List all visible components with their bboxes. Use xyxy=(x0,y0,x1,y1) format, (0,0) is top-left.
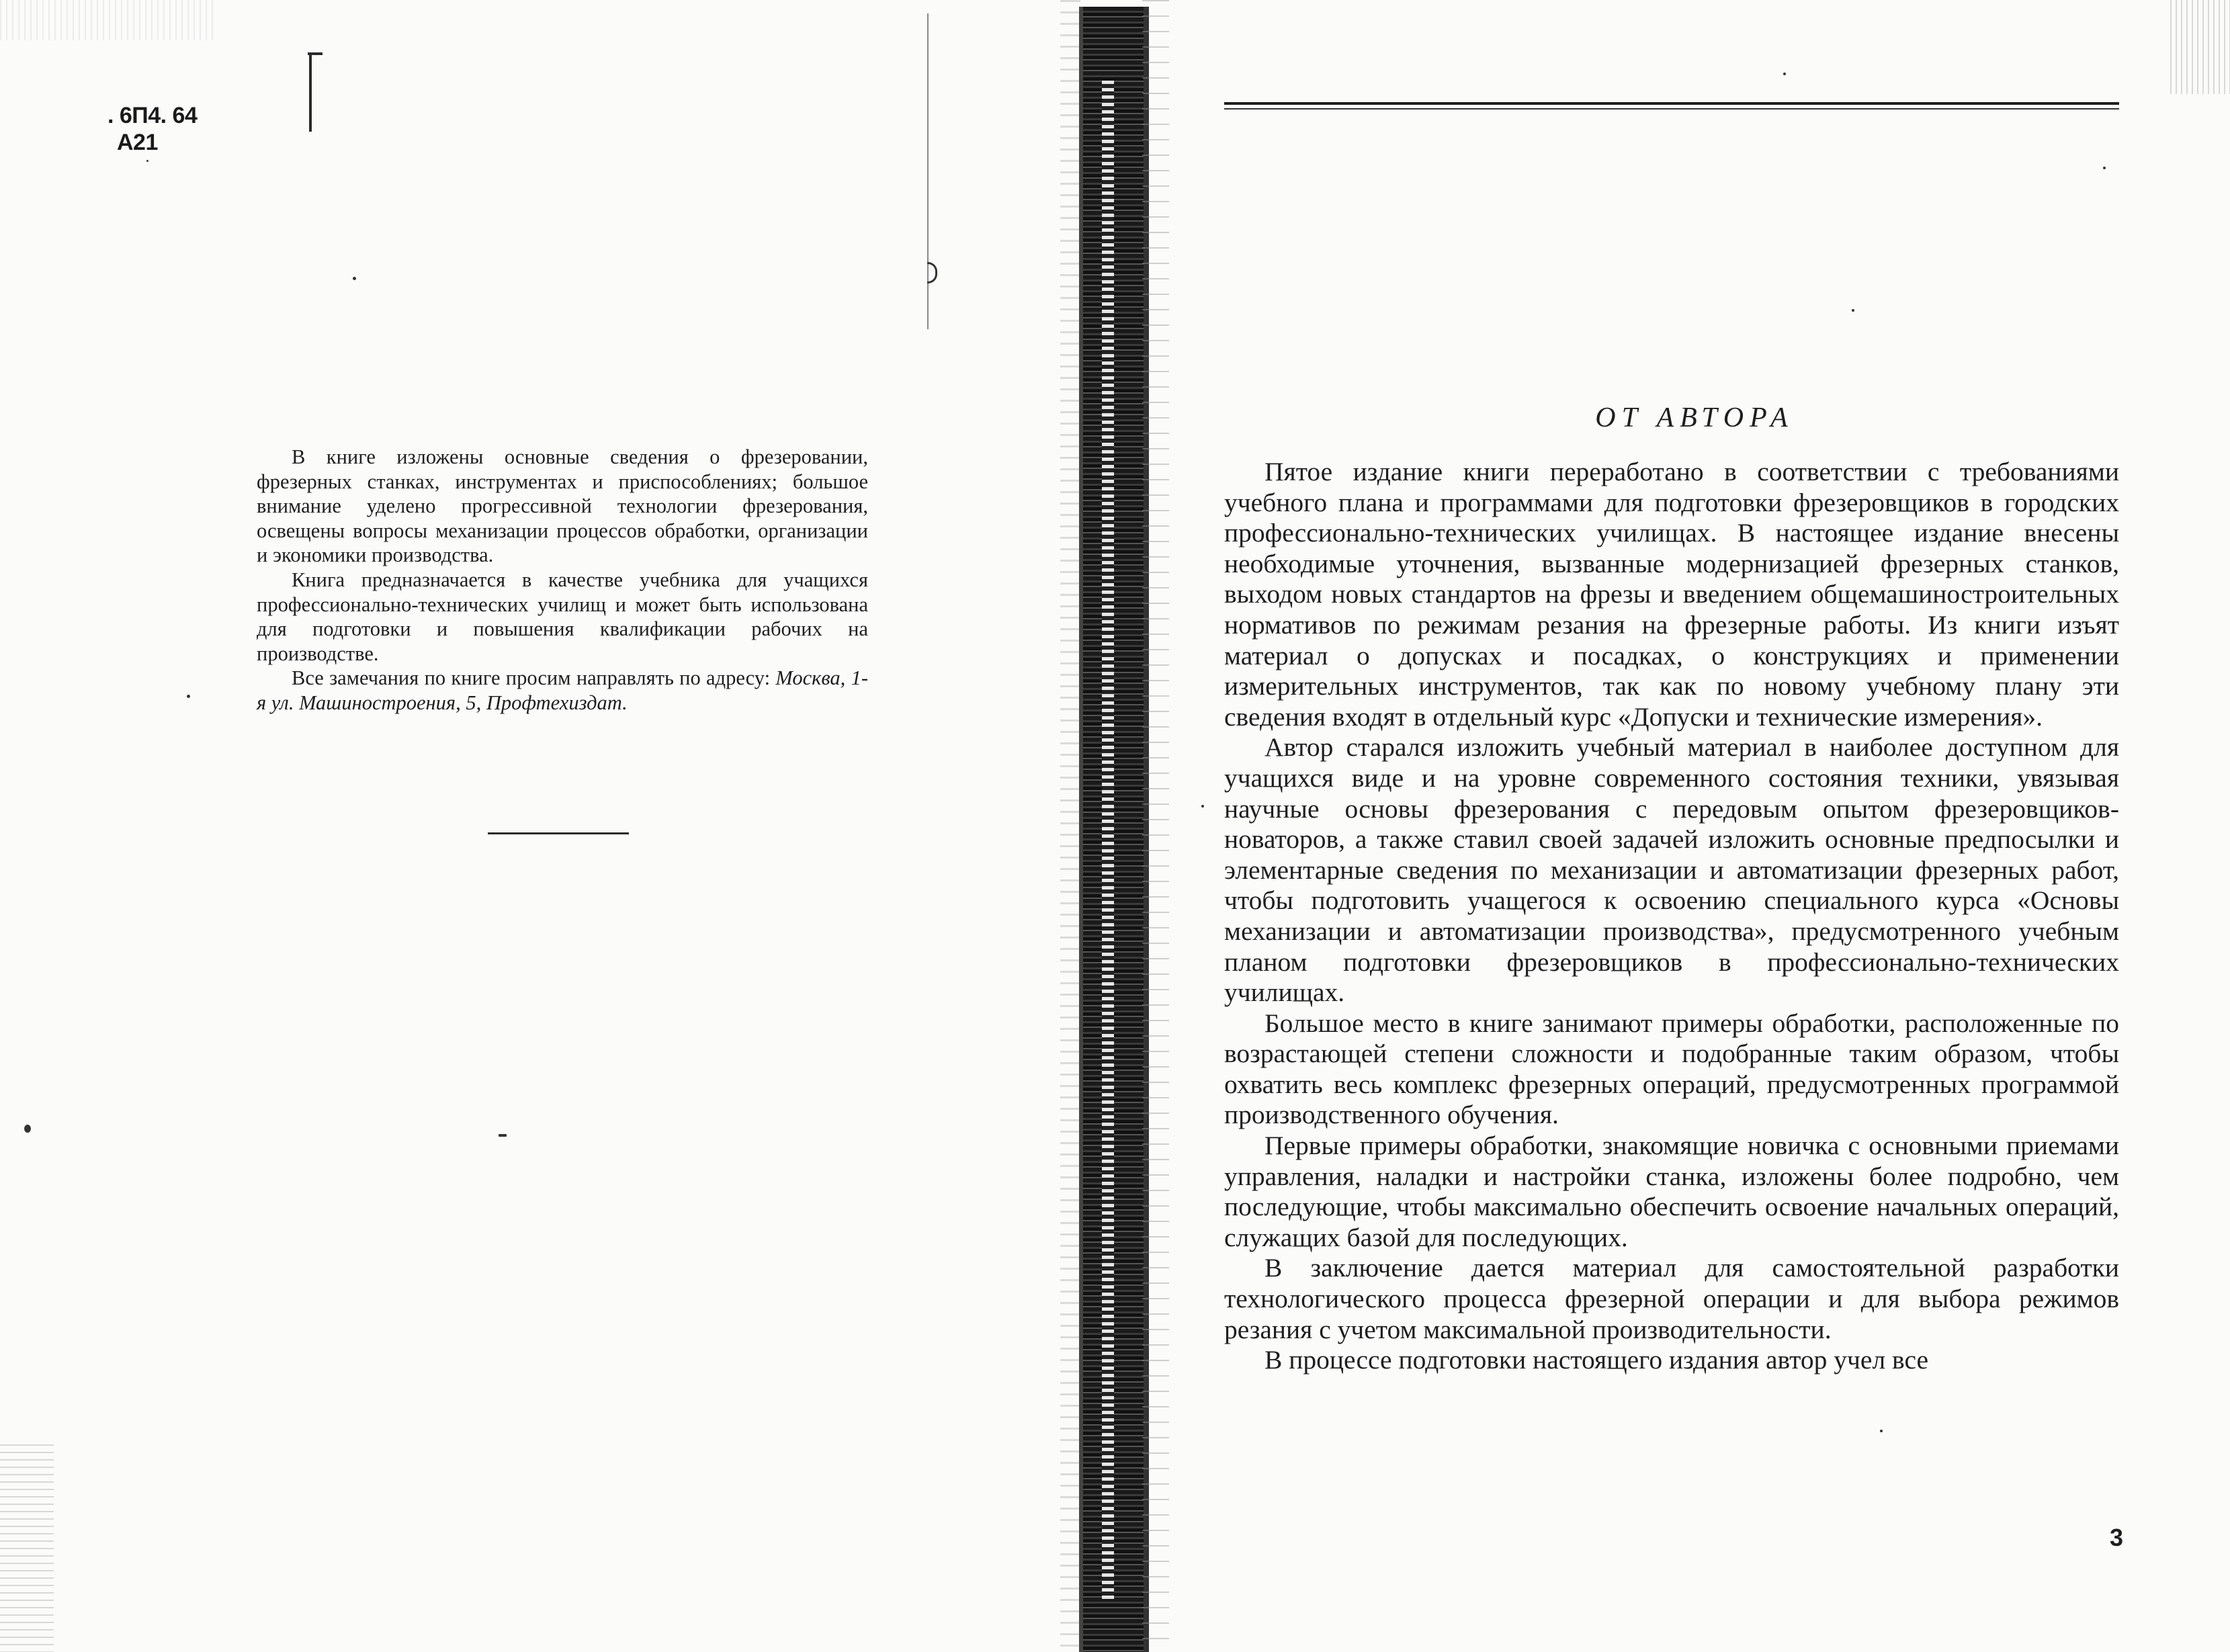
annotation-paragraph xyxy=(257,666,868,715)
chapter-title: ОТ АВТОРА xyxy=(1595,402,1794,433)
corner-bracket-mark xyxy=(308,52,328,134)
scan-speck xyxy=(1880,1430,1883,1432)
author-mark: А21 xyxy=(117,130,158,155)
scan-speck xyxy=(353,277,356,280)
preface-paragraph: Большое место в книге занимают примеры обработки, расположенные по возрастающей степени сложности и подобранные таким образом, чтобы охватить весь комплекс фрезерных операций, предусмотренных программой производственного обучения. xyxy=(1224,1008,2119,1130)
annotation-request: Все замечания по книге просим направлять по адресу: xyxy=(292,666,776,690)
book-annotation xyxy=(257,445,868,715)
preface-body xyxy=(1224,457,2119,1376)
preface-paragraph: Автор старался изложить учебный материал в наиболее доступном для учащихся виде и на уровне современного состояния техники, увязывая научные основы фрезерования с передовым опытом фрезеровщиков-новаторов, а также ставил своей задачей изложить основные предпосылки и элементарные сведения по механизации и автоматизации фрезерных работ, чтобы подготовить учащегося к освоению специального курса «Основы механизации и автоматизации производства», предусмотренного учебным планом подготовки фрезеровщиков в профессионально-технических училищах. xyxy=(1224,732,2119,1008)
header-double-rule xyxy=(1224,102,2119,112)
page-number: 3 xyxy=(2109,1524,2123,1551)
preface-paragraph: В заключение дается материал для самостоятельной разработки технологического процесса фрезерной операции и для выбора режимов резания с учетом максимальной производительности. xyxy=(1224,1253,2119,1344)
scan-speck xyxy=(1783,73,1786,75)
right-page xyxy=(1176,0,2230,1652)
preface-paragraph: Пятое издание книги переработано в соответствии с требованиями учебного плана и программами для подготовки фрезеровщиков в городских профессионально-технических училищах. В настоящее издание внесены необходимые уточнения, вызванные модернизацией фрезерных станков, выходом новых стандартов на фрезы и введением общемашиностроительных нормативов по режимам резания на фрезерные работы. Из книги изъят материал о допусках и посадках, о конструкциях и применении измерительных инструментов, так как по новому учебному плану эти сведения входят в отдельный курс «Допуски и технические измерения». xyxy=(1224,457,2119,732)
scan-speck xyxy=(187,695,190,698)
preface-paragraph: В процессе подготовки настоящего издания автор учел все xyxy=(1264,1345,1929,1375)
publisher-address: Москва, 1-я ул. Машиностроения, 5, Профтехиздат. xyxy=(257,666,868,714)
left-page xyxy=(0,0,1075,1652)
annotation-paragraph: Книга предназначается в качестве учебника для учащихся профессионально-технических училищ и может быть использована для подготовки и повышения квалификации рабочих на производстве. xyxy=(257,568,868,665)
annotation-paragraph: В книге изложены основные сведения о фрезеровании, фрезерных станках, инструментах и приспособлениях; большое внимание уделено прогрессивной технологии фрезерования, освещены вопросы механизации процессов обработки, организации и экономики производства. xyxy=(257,445,868,567)
preface-paragraph: Первые примеры обработки, знакомящие новичка с основными приемами управления, наладки и настройки станка, изложены более подробно, чем последующие, чтобы максимально обеспечить освоение начальных операций, служащих базой для последующих. xyxy=(1224,1131,2119,1252)
scan-speck xyxy=(2103,167,2106,169)
scan-speck xyxy=(1852,309,1854,312)
scan-speck xyxy=(24,1125,31,1133)
binding-gutter xyxy=(1048,0,1176,1652)
scan-speck xyxy=(146,160,148,162)
separator-rule xyxy=(488,832,629,834)
scan-speck xyxy=(1201,805,1204,808)
classification-codes xyxy=(108,102,197,156)
udc-code: . 6П4. 64 xyxy=(108,103,198,128)
scan-speck xyxy=(499,1134,507,1137)
scan-speck xyxy=(927,262,937,284)
